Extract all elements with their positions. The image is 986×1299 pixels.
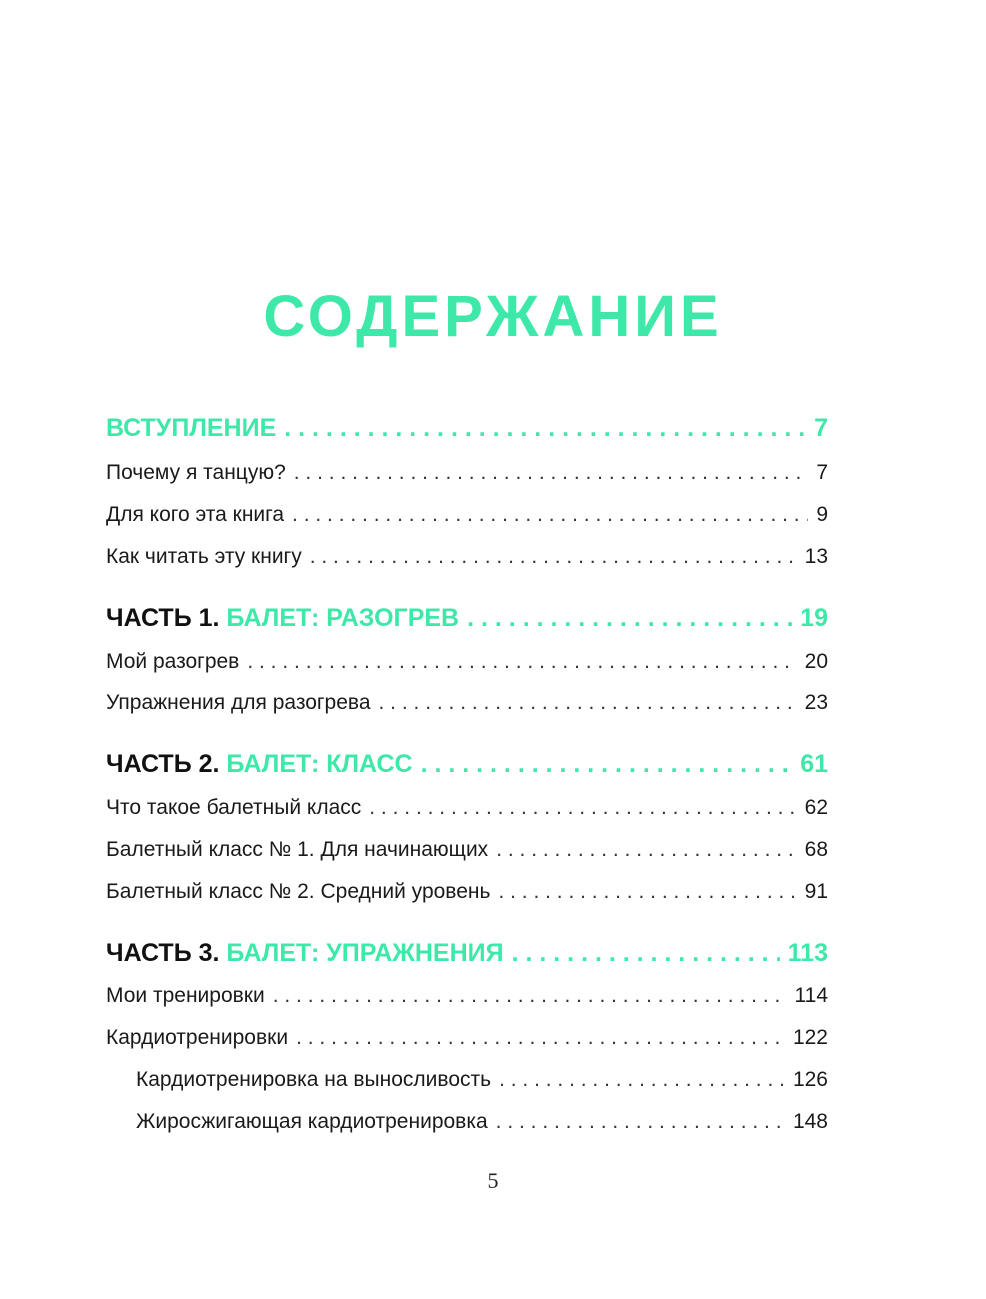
dot-leader — [294, 462, 809, 483]
toc-item-label: Балетный класс № 1. Для начинающих — [106, 838, 489, 861]
toc-page-number: 13 — [804, 545, 828, 568]
toc-page-number: 114 — [794, 984, 828, 1007]
toc-item-label: Кардиотренировка на выносливость — [136, 1068, 492, 1091]
toc-item-label: Кардиотренировки — [106, 1026, 289, 1049]
dot-leader — [284, 416, 806, 441]
toc-part-title: БАЛЕТ: УПРАЖНЕНИЯ — [226, 939, 504, 967]
dot-leader — [467, 606, 792, 631]
toc-page-number: 23 — [804, 691, 828, 714]
toc-item[interactable] — [106, 546, 828, 567]
toc-heading-label — [106, 752, 413, 777]
toc-page-number: 20 — [804, 650, 828, 673]
toc-item[interactable] — [106, 985, 828, 1006]
dot-leader — [369, 797, 796, 818]
toc-item[interactable] — [106, 462, 828, 483]
toc-page-number: 61 — [800, 750, 828, 778]
toc-page-number: 19 — [800, 604, 828, 632]
toc-item[interactable] — [106, 651, 828, 672]
toc-item[interactable] — [106, 1027, 828, 1048]
dot-leader — [310, 546, 797, 567]
dot-leader — [496, 1111, 785, 1132]
toc-page-number: 91 — [804, 880, 828, 903]
toc-item[interactable] — [106, 692, 828, 713]
page-number-folio: 5 — [487, 1168, 499, 1193]
toc-page-number: 7 — [816, 461, 828, 484]
toc-item-label: Для кого эта книга — [106, 503, 285, 526]
toc-item-label: Мой разогрев — [106, 650, 240, 673]
toc-subitem[interactable] — [136, 1111, 828, 1132]
dot-leader — [379, 692, 797, 713]
toc-page-number: 62 — [804, 796, 828, 819]
toc-page-number: 148 — [792, 1110, 828, 1133]
toc-part-title: БАЛЕТ: КЛАСС — [226, 750, 413, 778]
dot-leader — [499, 1069, 785, 1090]
toc-page-number: 126 — [792, 1068, 828, 1091]
toc-part-number: ЧАСТЬ 3. — [106, 939, 220, 967]
toc-item[interactable] — [106, 839, 828, 860]
page-title: СОДЕРЖАНИЕ — [263, 284, 723, 349]
dot-leader — [421, 752, 793, 777]
toc-heading-label — [106, 941, 504, 966]
toc-part-title: БАЛЕТ: РАЗОГРЕВ — [226, 604, 460, 632]
toc-item-label: Почему я танцую? — [106, 461, 286, 484]
dot-leader — [247, 651, 796, 672]
dot-leader — [273, 985, 787, 1006]
toc-item-label: Балетный класс № 2. Средний уровень — [106, 880, 491, 903]
toc-item-label: Жиросжигающая кардиотренировка — [136, 1110, 488, 1133]
toc-heading-intro[interactable] — [106, 416, 828, 441]
toc-heading-part-3[interactable] — [106, 941, 828, 966]
toc-part-number: ЧАСТЬ 1. — [106, 604, 220, 632]
toc-heading-label — [106, 606, 459, 631]
toc-page-number: 68 — [804, 838, 828, 861]
toc-item[interactable] — [106, 504, 828, 525]
toc-heading-part-1[interactable] — [106, 606, 828, 631]
toc-item-label: Что такое балетный класс — [106, 796, 362, 819]
toc-page-number: 113 — [787, 939, 828, 967]
toc-page-number: 122 — [792, 1026, 828, 1049]
dot-leader — [496, 839, 796, 860]
toc-item-label: Упражнения для разогрева — [106, 691, 371, 714]
toc-item-label: Как читать эту книгу — [106, 545, 302, 568]
toc-page-number: 7 — [814, 414, 828, 442]
dot-leader — [512, 941, 780, 966]
toc-item[interactable] — [106, 797, 828, 818]
dot-leader — [292, 504, 808, 525]
toc-heading-label: ВСТУПЛЕНИЕ — [106, 414, 277, 442]
dot-leader — [498, 881, 796, 902]
dot-leader — [296, 1027, 785, 1048]
toc-subitem[interactable] — [136, 1069, 828, 1090]
toc-part-number: ЧАСТЬ 2. — [106, 750, 220, 778]
toc-heading-part-2[interactable] — [106, 752, 828, 777]
toc-item-label: Мои тренировки — [106, 984, 265, 1007]
toc-page-number: 9 — [816, 503, 828, 526]
toc-item[interactable] — [106, 881, 828, 902]
